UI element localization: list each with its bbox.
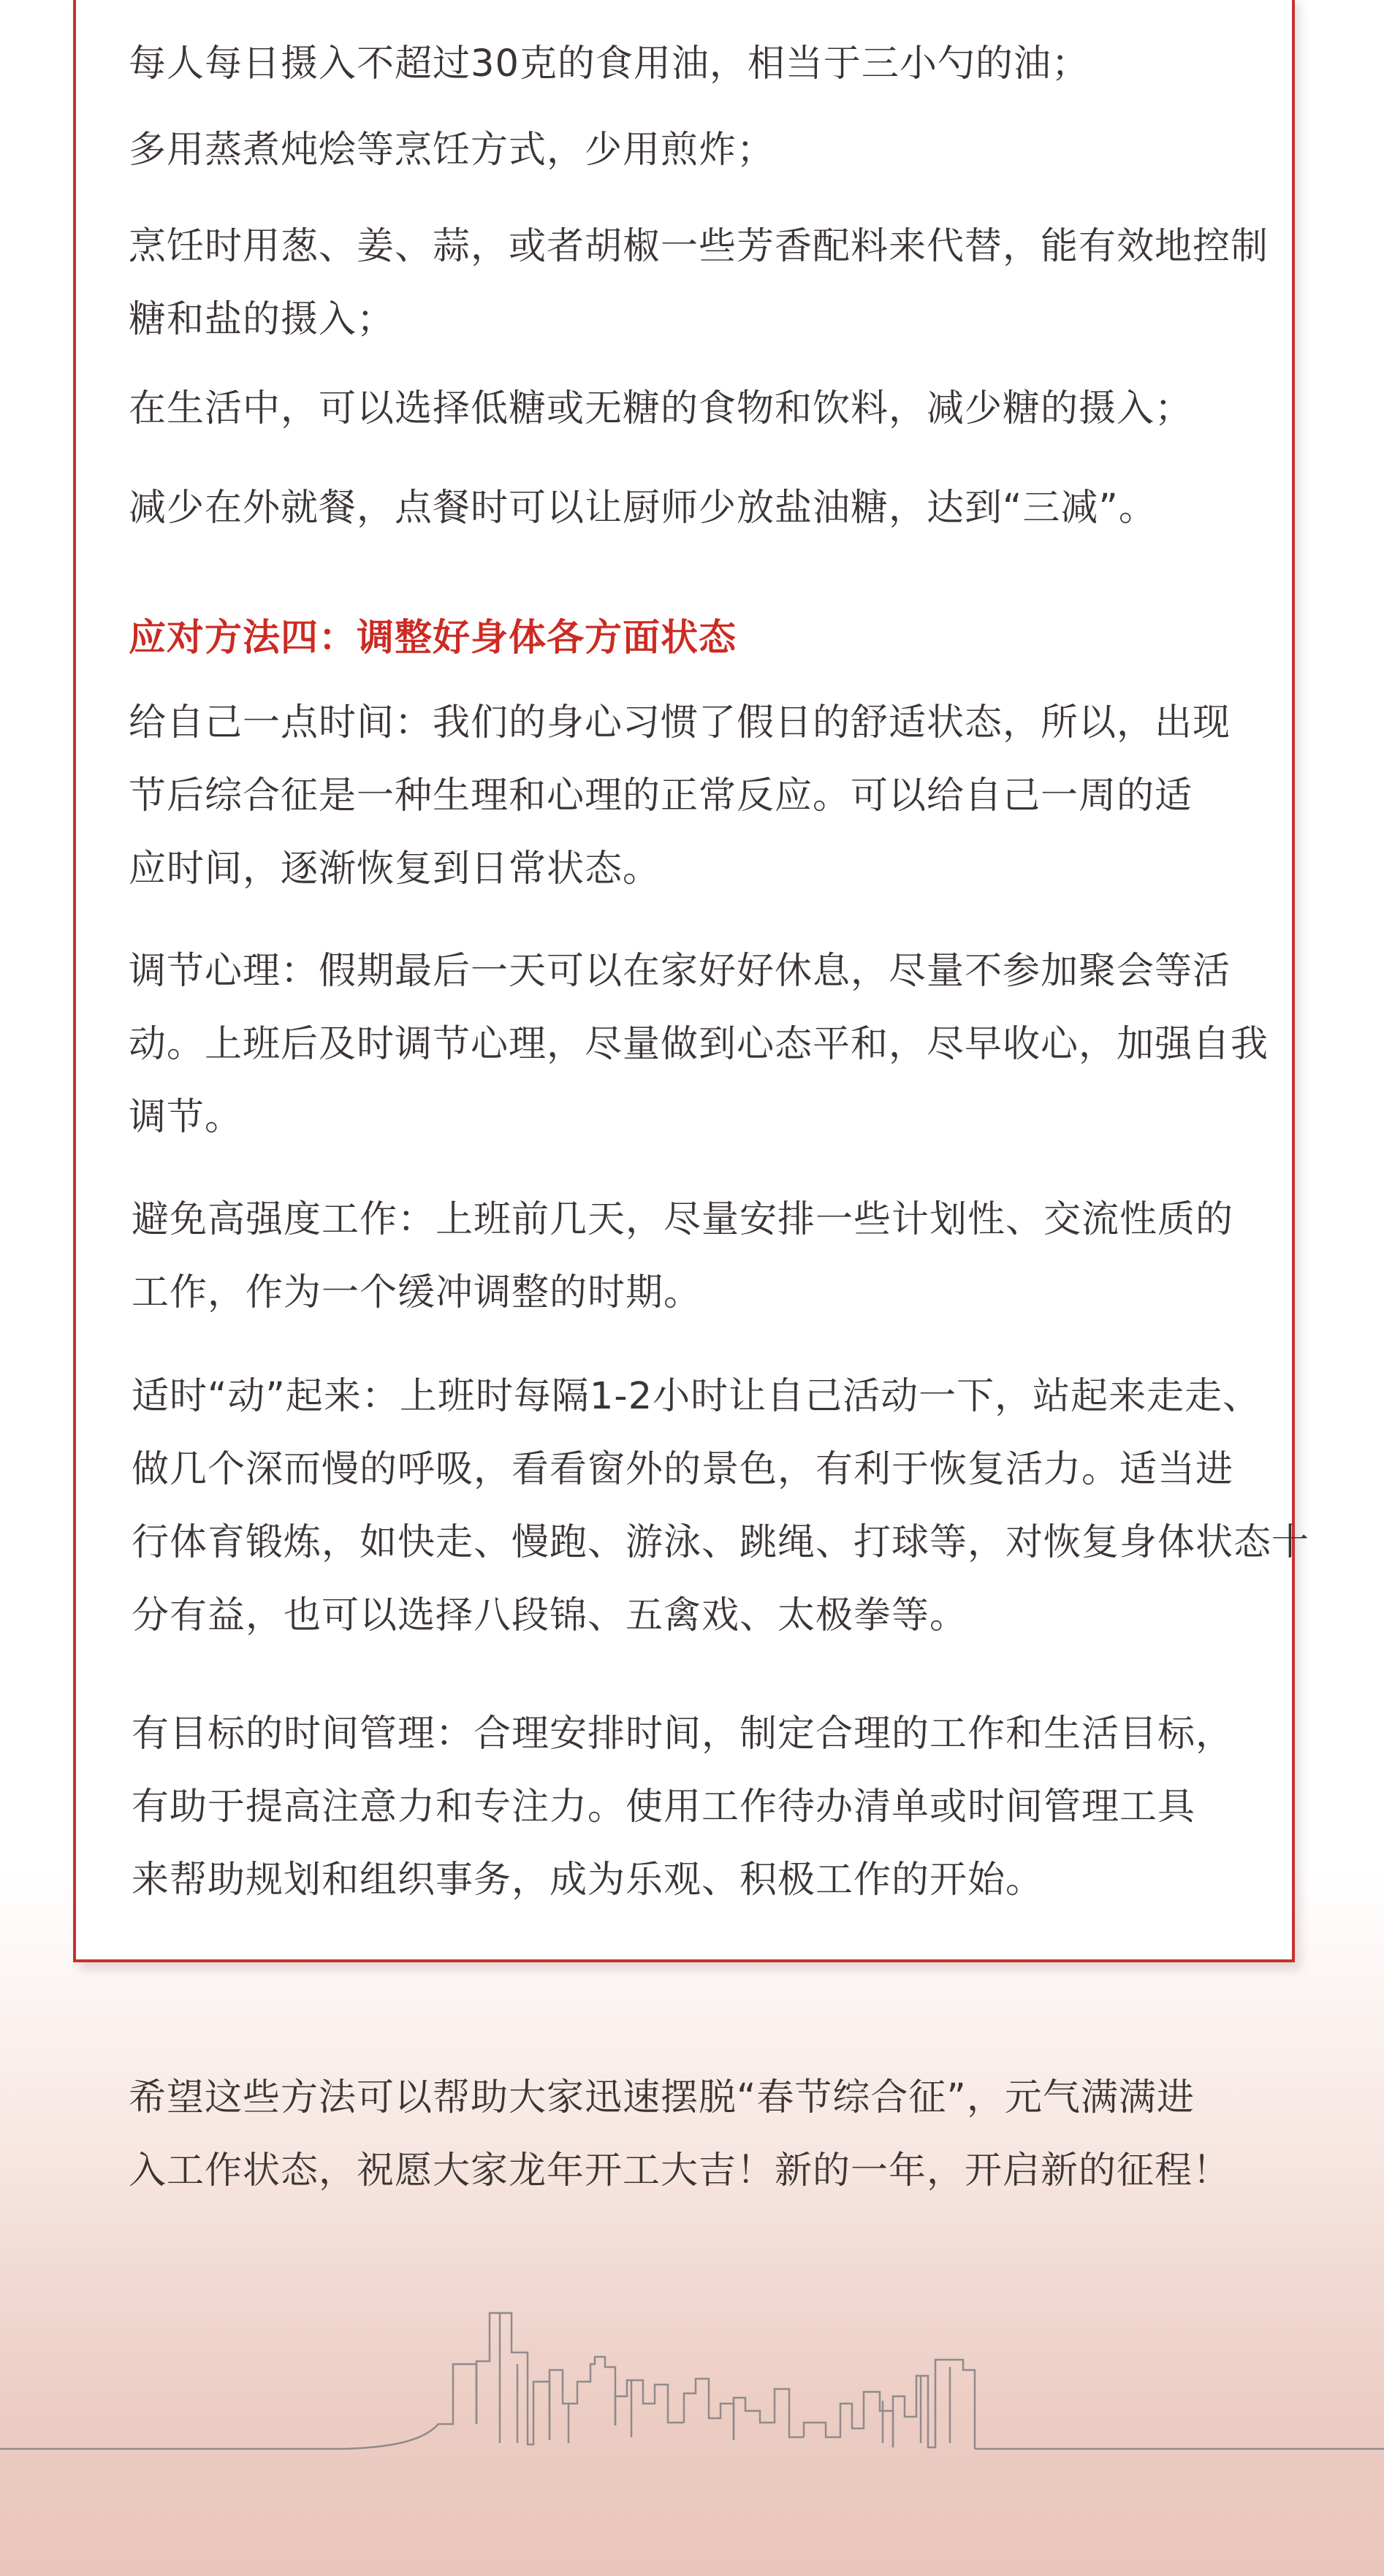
- diet-tip-sugar: [129, 373, 1342, 446]
- method4-heading: [129, 602, 1342, 675]
- skyline-block-far: [734, 2389, 804, 2440]
- text-line: 多用蒸煮炖烩等烹饪方式，少用煎炸；: [129, 129, 775, 172]
- text-line: 给自己一点时间：我们的身心习惯了假日的舒适状态，所以，出现: [129, 701, 1231, 744]
- text-line: 有助于提高注意力和专注力。使用工作待办清单或时间管理工具: [132, 1786, 1196, 1829]
- skyline-block-mid2: [615, 2380, 684, 2426]
- diet-tip-dining-out: [129, 472, 1342, 545]
- text-line: 动。上班后及时调节心理，尽量做到心态平和，尽早收心，加强自我: [129, 1023, 1269, 1066]
- closing-message: [129, 2062, 1327, 2208]
- text-line: 每人每日摄入不超过30克的食用油，相当于三小勺的油；: [129, 42, 1090, 85]
- text-line: 糖和盐的摄入；: [129, 298, 395, 341]
- text-line: 工作，作为一个缓冲调整的时期。: [132, 1271, 702, 1314]
- method4-get-moving: [132, 1360, 1345, 1653]
- skyline-block-right: [684, 2379, 734, 2440]
- heading-text: 应对方法四：调整好身体各方面状态: [129, 617, 737, 660]
- diet-tip-cooking: [129, 114, 1342, 187]
- method4-avoid-intensity: [132, 1184, 1345, 1330]
- method4-adjust-mind: [129, 935, 1342, 1154]
- skyline-block-mid: [550, 2357, 615, 2440]
- method4-give-time: [129, 687, 1342, 906]
- skyline-ground-line: [0, 2364, 476, 2449]
- text-line: 应时间，逐渐恢复到日常状态。: [129, 847, 661, 891]
- text-line: 适时“动”起来：上班时每隔1-2小时让自己活动一下，站起来走走、: [132, 1375, 1261, 1418]
- skyline-block-end: [804, 2392, 893, 2447]
- text-line: 有目标的时间管理：合理安排时间，制定合理的工作和生活目标，: [132, 1712, 1234, 1756]
- text-line: 做几个深而慢的呼吸，看看窗外的景色，有利于恢复活力。适当进: [132, 1448, 1234, 1491]
- text-line: 希望这些方法可以帮助大家迅速摆脱“春节综合征”，元气满满进: [129, 2076, 1195, 2119]
- text-line: 在生活中，可以选择低糖或无糖的食物和饮料，减少糖的摄入；: [129, 387, 1193, 430]
- text-line: 入工作状态，祝愿大家龙年开工大吉！新的一年，开启新的征程！: [129, 2149, 1231, 2192]
- text-line: 减少在外就餐，点餐时可以让厨师少放盐油糖，达到“三减”。: [129, 487, 1157, 530]
- content-card: [73, 0, 1310, 1962]
- text-line: 来帮助规划和组织事务，成为乐观、积极工作的开始。: [132, 1859, 1044, 1902]
- text-line: 节后综合征是一种生理和心理的正常反应。可以给自己一周的适: [129, 774, 1193, 818]
- skyline-tower-right: [893, 2360, 975, 2449]
- text-line: 调节。: [129, 1096, 243, 1139]
- method4-time-management: [132, 1698, 1345, 1917]
- diet-tip-oil: [129, 28, 1342, 101]
- skyline-tower-left: [476, 2313, 550, 2444]
- text-line: 调节心理：假期最后一天可以在家好好休息，尽量不参加聚会等活: [129, 950, 1231, 993]
- diet-tip-seasoning: [129, 210, 1342, 357]
- text-line: 行体育锻炼，如快走、慢跑、游泳、跳绳、打球等，对恢复身体状态十: [132, 1521, 1310, 1564]
- city-skyline-illustration: [0, 2294, 1384, 2462]
- text-line: 分有益，也可以选择八段锦、五禽戏、太极拳等。: [132, 1594, 968, 1637]
- text-line: 避免高强度工作：上班前几天，尽量安排一些计划性、交流性质的: [132, 1198, 1234, 1241]
- text-line: 烹饪时用葱、姜、蒜，或者胡椒一些芳香配料来代替，能有效地控制: [129, 225, 1269, 268]
